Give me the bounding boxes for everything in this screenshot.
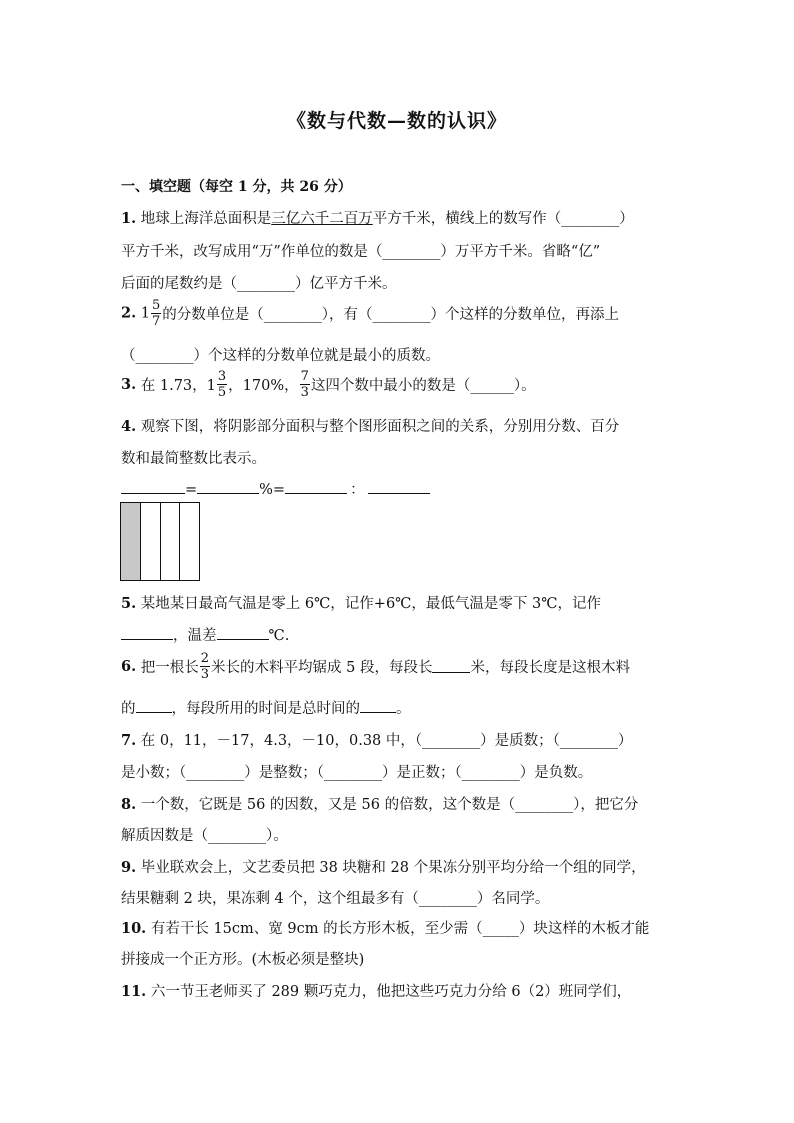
question-7-line-1	[121, 729, 632, 750]
question-2-line-1	[121, 298, 619, 329]
answer-blank[interactable]	[197, 481, 259, 494]
question-number: 7.	[121, 732, 137, 749]
question-text: 这四个数中最小的数是（______）。	[310, 378, 536, 394]
question-number: 3.	[121, 376, 137, 393]
question-1-line-1	[121, 207, 634, 228]
shaded-rectangle-figure	[120, 502, 200, 581]
question-text: ，170%，	[228, 378, 299, 394]
question-text: 米，每段长度是这根木料	[470, 660, 630, 676]
question-5-line-2	[121, 624, 289, 645]
fraction-denominator: 3	[200, 667, 210, 682]
question-4-line-2: 数和最简整数比表示。	[121, 451, 266, 467]
question-9-line-1	[121, 856, 646, 877]
question-text: 在 1.73，1	[140, 378, 216, 394]
question-number: 1.	[121, 210, 137, 227]
equals-sign: =	[185, 482, 198, 498]
question-text: 地球上海洋总面积是	[140, 211, 272, 227]
question-9-line-2: 结果糖剩 2 块，果冻剩 4 个，这个组最多有（________）名同学。	[121, 891, 550, 907]
question-6-line-1	[121, 651, 630, 682]
question-6-line-2	[121, 697, 411, 718]
question-text: 的	[121, 701, 136, 717]
unshaded-part	[141, 503, 161, 580]
fraction-numerator: 7	[300, 369, 309, 384]
question-number: 2.	[121, 304, 137, 322]
answer-blank[interactable]	[285, 481, 347, 494]
fraction-denominator: 5	[217, 385, 227, 400]
page-title: 《数与代数—数的认识》	[286, 110, 507, 132]
fraction-numerator: 3	[217, 369, 227, 384]
question-10-line-2: 拼接成一个正方形。(木板必须是整块)	[121, 952, 365, 968]
question-text: ℃.	[268, 628, 290, 644]
question-text: 的分数单位是（________），有（________）个这样的分数单位，再添上	[162, 307, 620, 323]
question-text: 在 0，11，－17，4.3，－10，0.38 中，（________）是质数；（________）	[140, 733, 633, 749]
question-text: 把一根长	[140, 660, 199, 676]
answer-blank[interactable]	[136, 700, 172, 713]
question-number: 9.	[121, 859, 137, 876]
question-1-line-3: 后面的尾数约是（________）亿平方千米。	[121, 276, 397, 292]
question-11-line-1	[121, 980, 631, 1001]
fraction-denominator: 3	[300, 385, 309, 400]
question-number: 11.	[121, 983, 147, 1000]
question-text: 观察下图，将阴影部分面积与整个图形面积之间的关系，分别用分数、百分	[140, 419, 620, 435]
question-1-line-2: 平方千米，改写成用“万”作单位的数是（________）万平方千米。省略“亿”	[121, 244, 601, 260]
question-4-line-1	[121, 415, 619, 436]
shaded-part	[121, 503, 141, 580]
answer-blank[interactable]	[121, 481, 185, 494]
fraction	[151, 298, 161, 329]
question-3-line-1	[121, 369, 536, 400]
question-text: ，温差	[173, 628, 217, 644]
fraction	[217, 369, 227, 400]
answer-blank[interactable]	[121, 627, 173, 640]
question-text: 某地某日最高气温是零上 6℃，记作+6℃，最低气温是零下 3℃，记作	[140, 596, 601, 612]
question-text: 一个数，它既是 56 的因数，又是 56 的倍数，这个数是（________），把它分	[140, 797, 639, 813]
question-text: 有若干长 15cm、宽 9cm 的长方形木板，至少需（_____）块这样的木板才能	[150, 921, 650, 937]
question-number: 5.	[121, 595, 137, 612]
question-8-line-1	[121, 793, 638, 814]
unshaded-part	[180, 503, 199, 580]
answer-blank[interactable]	[368, 481, 430, 494]
fraction	[300, 369, 310, 400]
ratio-colon: ：	[350, 482, 365, 498]
question-text: 。	[396, 701, 411, 717]
fraction-numerator: 5	[151, 298, 161, 313]
question-10-line-1	[121, 917, 649, 938]
mixed-number-whole: 1	[140, 305, 150, 322]
answer-blank[interactable]	[360, 700, 396, 713]
fraction-numerator: 2	[200, 651, 210, 666]
question-text: ，每段所用的时间是总时间的	[171, 701, 360, 717]
fraction-denominator: 7	[151, 314, 161, 329]
question-number: 10.	[121, 920, 147, 937]
question-text: 米长的木料平均锯成 5 段，每段长	[211, 660, 433, 676]
question-7-line-2: 是小数；（________）是整数；（________）是正数；（________）是负数。	[121, 765, 593, 781]
question-text: 平方千米，横线上的数写作（________）	[372, 211, 634, 227]
percent-equals: %=	[259, 482, 286, 498]
question-number: 8.	[121, 796, 137, 813]
answer-blank[interactable]	[432, 660, 470, 673]
unshaded-part	[161, 503, 181, 580]
question-2-line-2: （________）个这样的分数单位就是最小的质数。	[121, 348, 440, 364]
question-text: 六一节王老师买了 289 颗巧克力，他把这些巧克力分给 6（2）班同学们，	[150, 984, 632, 1000]
question-5-line-1	[121, 592, 601, 613]
question-4-answer-line	[121, 478, 430, 499]
question-number: 4.	[121, 418, 137, 435]
question-number: 6.	[121, 658, 137, 675]
underlined-number: 三亿六千二百万	[271, 211, 373, 227]
question-text: 毕业联欢会上，文艺委员把 38 块糖和 28 个果冻分别平均分给一个组的同学，	[140, 860, 646, 876]
fraction	[200, 651, 210, 682]
question-8-line-2: 解质因数是（________）。	[121, 828, 288, 844]
answer-blank[interactable]	[217, 627, 269, 640]
section-heading: 一、填空题（每空 1 分，共 26 分）	[121, 179, 352, 195]
